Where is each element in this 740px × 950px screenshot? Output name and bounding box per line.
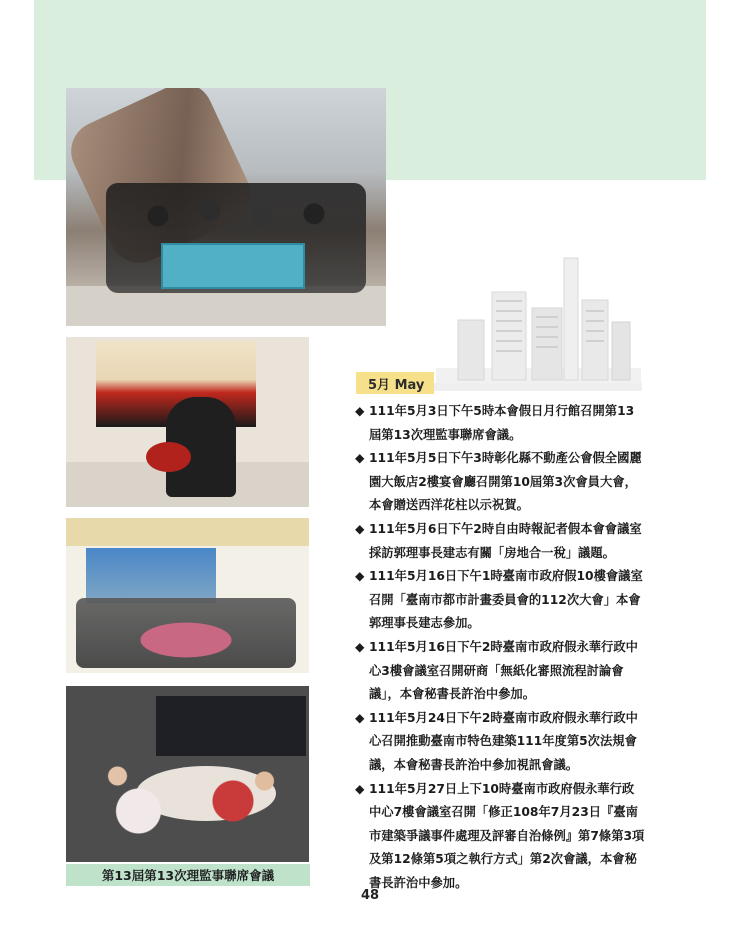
dark-windows: [156, 696, 306, 756]
event-text: 111年5月5日下午3時彰化縣不動產公會假全國麗園大飯店2樓宴會廳召開第10屆第3次會員大會，本會贈送西洋花柱以示祝賀。: [369, 451, 642, 513]
event-text: 111年5月16日下午2時臺南市政府假永華行政中心3樓會議室召開研商「無紙化審照流程討論會議」，本會秘書長許治中參加。: [369, 639, 638, 702]
event-item: [355, 636, 645, 707]
diamond-bullet-icon: ◆: [355, 451, 365, 466]
diamond-bullet-icon: ◆: [355, 710, 365, 725]
event-item: [355, 400, 645, 447]
flower-arrangement: [146, 442, 191, 472]
event-text: 111年5月3日下午5時本會假日月行館召開第13屆第13次理監事聯席會議。: [369, 404, 635, 442]
event-text: 111年5月27日上下10時臺南市政府假永華行政中心7樓會議室召開「修正108年7月23日『臺南市建築爭議事件處理及評審自治條例』第7條第3項及第12條第5項之執行方式」第2次會議，本會秘書長許治中參加。: [369, 781, 645, 890]
seated-guests: [86, 756, 296, 856]
ceiling-lights: [66, 518, 309, 546]
event-text: 111年5月6日下午2時自由時報記者假本會會議室採訪郭理事長建志有關「房地合一稅」議題。: [369, 521, 642, 560]
diamond-bullet-icon: ◆: [355, 781, 365, 796]
event-list: [355, 400, 645, 895]
event-item: [355, 707, 645, 778]
association-banner: [161, 243, 305, 289]
diamond-bullet-icon: ◆: [355, 521, 365, 536]
event-text: 111年5月16日下午1時臺南市政府假10樓會議室召開「臺南市都市計畫委員會的112次大會」本會郭理事長建志參加。: [369, 569, 643, 631]
banquet-tables: [76, 598, 296, 668]
page-number: 48: [360, 888, 380, 903]
city-skyline-illustration: [436, 250, 641, 390]
hall-windows: [86, 548, 216, 603]
event-item: [355, 447, 645, 518]
group-photo: [66, 88, 386, 326]
diamond-bullet-icon: ◆: [355, 639, 365, 654]
photo-caption: 第13屆第13次理監事聯席會議: [66, 864, 310, 886]
dinner-table-photo: [66, 686, 309, 862]
banquet-hall-photo: [66, 518, 309, 673]
event-item: [355, 565, 645, 636]
event-item: [355, 778, 645, 896]
month-divider: [434, 383, 642, 391]
month-tag: 5月 May: [356, 372, 434, 394]
diamond-bullet-icon: ◆: [355, 404, 365, 418]
event-item: [355, 518, 645, 565]
meeting-speaker-photo: [66, 337, 309, 507]
event-text: 111年5月24日下午2時臺南市政府假永華行政中心召開推動臺南市特色建築111年度第5次法規會議，本會秘書長許治中參加視訊會議。: [369, 710, 638, 772]
diamond-bullet-icon: ◆: [355, 569, 365, 584]
